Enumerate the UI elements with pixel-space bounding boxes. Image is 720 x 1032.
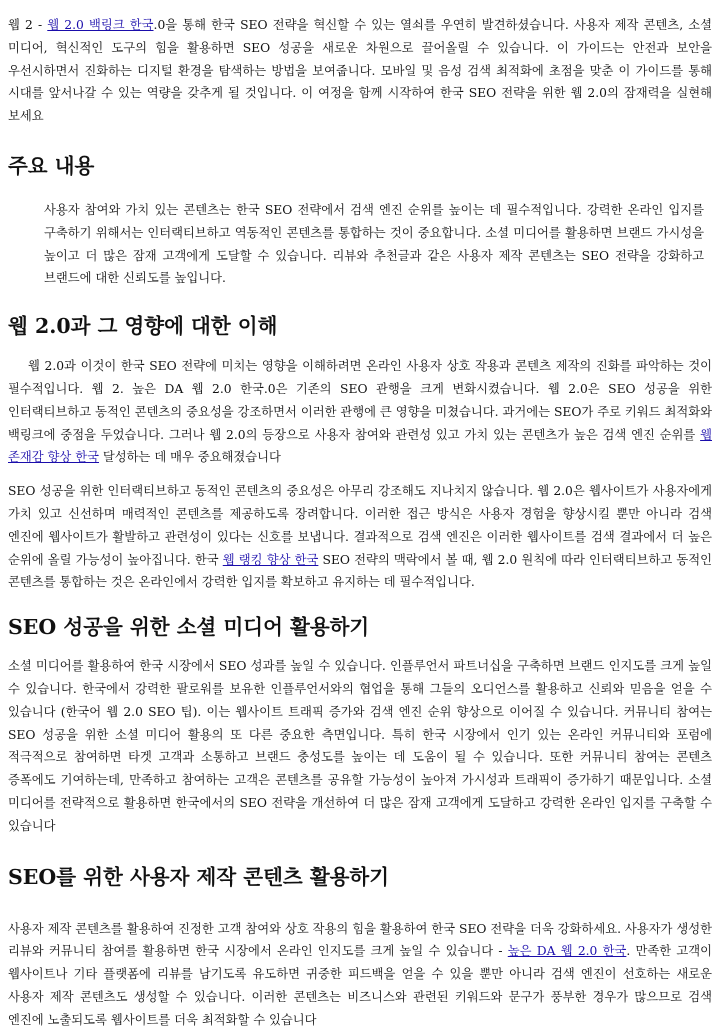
paragraph-text: 사용자 제작 콘텐츠를 활용하여 진정한 고객 참여와 상호 작용의 힘을 활용하여 한국 SEO 전략을 더욱 강화하세요. 사용자가 생성한 리뷰와 커뮤니티 참여를 활용하면 한국 시장에서 온라인 인지도를 크게 높일 수 있습니다 - [8, 921, 712, 959]
paragraph-text: SEO 성공을 위한 인터랙티브하고 동적인 콘텐츠의 중요성은 아무리 강조해도 지나치지 않습니다. 웹 2.0은 웹사이트가 사용자에게 가치 있고 신선하며 매력적인 콘텐츠를 제공하도록 장려합니다. 이러한 접근 방식은 사용자 경험을 향상시킬 뿐만 아니라 검색 엔진에 웹사이트가 활발하고 관련성이 있다는 신호를 보냅니다. 결과적으로 검색 엔진은 이러한 웹사이트를 검색 결과에서 더 높은 순위에 올릴 가능성이 높아집니다. 한국 [8, 484, 712, 567]
key-points-paragraph: 사용자 참여와 가치 있는 콘텐츠는 한국 SEO 전략에서 검색 엔진 순위를 높이는 데 필수적입니다. 강력한 온라인 입지를 구축하기 위해서는 인터랙티브하고 역동적인 콘텐츠를 통합하는 것이 중요합니다. 소셜 미디어를 활용하면 브랜드 가시성을 높이고 더 많은 잠재 고객에게 도달할 수 있습니다. 리뷰와 추천글과 같은 사용자 제작 콘텐츠는 SEO 전략을 강화하고 브랜드에 대한 신뢰도를 높입니다. [44, 202, 704, 286]
section-heading-key-points: 주요 내용 [8, 153, 95, 178]
section-heading-social-media [8, 613, 712, 641]
heading-part: 2.0 [34, 314, 71, 339]
web-presence-link[interactable]: 웹 존재감 향상 한국 [8, 427, 712, 465]
intro-text-rest: .0을 통해 한국 SEO 전략을 혁신할 수 있는 열쇠를 우연히 발견하셨습니다. 사용자 제작 콘텐츠, 소셜 미디어, 혁신적인 도구의 힘을 활용하면 SEO 성공을 새로운 차원으로 끌어올릴 수 있습니다. 이 가이드는 안전과 보안을 우선시하면서 진화하는 디지털 환경을 탐색하는 방법을 보여줍니다. 모바일 및 음성 검색 최적화에 초점을 맞춘 이 가이드를 통해 시대를 앞서나갈 수 있는 역량을 갖추게 될 것입니다. 이 여정을 함께 시작하여 한국 SEO 전략을 위한 웹 2.0의 잠재력을 실현해 보세요 [8, 18, 712, 124]
web-ranking-link[interactable]: 웹 랭킹 향상 한국 [222, 552, 319, 567]
heading-part: SEO [8, 864, 57, 889]
high-da-web20-link[interactable]: 높은 DA 웹 2.0 한국 [507, 944, 627, 959]
paragraph-text: 달성하는 데 매우 중요해졌습니다 [98, 450, 281, 465]
intro-text-start: 웹 2 - [8, 18, 48, 32]
heading-part: SEO [8, 615, 57, 640]
paragraph-text: 웹 2.0과 이것이 한국 SEO 전략에 미치는 영향을 이해하려면 온라인 사용자 상호 작용과 콘텐츠 제작의 진화를 파악하는 것이 필수적입니다. 웹 2. 높은 DA 웹 2.0 한국.0은 기존의 SEO 관행을 크게 변화시켰습니다. 웹 2.0은 SEO 성공을 위한 인터랙티브하고 동적인 콘텐츠의 중요성을 강조하면서 이러한 관행에 큰 영향을 미쳤습니다. 과거에는 SEO가 주로 키워드 최적화와 백링크에 중점을 두었습니다. 그러나 웹 2.0의 등장으로 사용자 참여와 관련성 있고 가치 있는 콘텐츠가 높은 검색 엔진 순위를 [8, 359, 712, 442]
heading-part: 과 그 영향에 대한 이해 [70, 314, 278, 339]
heading-part: 웹 [8, 314, 35, 339]
user-content-paragraph [8, 918, 712, 1032]
web20-paragraph-1 [8, 355, 712, 469]
section-heading-user-content [8, 863, 712, 891]
intro-paragraph [8, 14, 712, 128]
social-media-paragraph: 소셜 미디어를 활용하여 한국 시장에서 SEO 성과를 높일 수 있습니다. 인플루언서 파트너십을 구축하면 브랜드 인지도를 크게 높일 수 있습니다. 한국에서 강력한 팔로워를 보유한 인플루언서와의 협업을 통해 그들의 오디언스를 활용하고 신뢰와 믿음을 얻을 수 있습니다 (한국어 웹 2.0 SEO 팁). 이는 웹사이트 트래픽 증가와 검색 엔진 순위 향상으로 이어질 수 있습니다. 커뮤니티 참여는 SEO 성공을 위한 소셜 미디어 활용의 또 다른 중요한 측면입니다. 특히 한국 시장에서 인기 있는 온라인 커뮤니티와 포럼에 적극적으로 참여하면 타겟 고객과 소통하고 브랜드 충성도를 높이는 데 도움이 될 수 있습니다. 또한 커뮤니티 참여는 콘텐츠 증폭에도 기여하는데, 만족하고 참여하는 고객은 콘텐츠를 공유할 가능성이 높아져 가시성과 트래픽이 증가하기 때문입니다. 소셜 미디어를 전략적으로 활용하면 한국에서의 SEO 전략을 개선하여 더 많은 잠재 고객에게 도달하고 강력한 온라인 입지를 구축할 수 있습니다 [8, 659, 712, 833]
paragraph-text: . 만족한 고객이 웹사이트나 기타 플랫폼에 리뷰를 남기도록 유도하면 귀중한 피드백을 얻을 수 있을 뿐만 아니라 검색 엔진이 선호하는 새로운 사용자 제작 콘텐츠도 생성할 수 있습니다. 이러한 콘텐츠는 비즈니스와 관련된 키워드와 문구가 풍부한 경우가 많으므로 검색 엔진에 노출되도록 웹사이트를 더욱 최적화할 수 있습니다 [8, 944, 713, 1027]
paragraph-text: SEO 전략의 맥락에서 볼 때, 웹 2.0 원칙에 따라 인터랙티브하고 동적인 콘텐츠를 통합하는 것은 온라인에서 강력한 입지를 확보하고 유지하는 데 필수적입니다. [8, 552, 712, 590]
heading-part: 성공을 위한 소셜 미디어 활용하기 [56, 615, 370, 640]
web20-paragraph-2 [8, 480, 712, 594]
heading-part: 를 위한 사용자 제작 콘텐츠 활용하기 [56, 864, 390, 889]
section-heading-web20-impact [8, 312, 712, 340]
intro-backlink-link[interactable]: 웹 2.0 백링크 한국 [47, 18, 154, 32]
